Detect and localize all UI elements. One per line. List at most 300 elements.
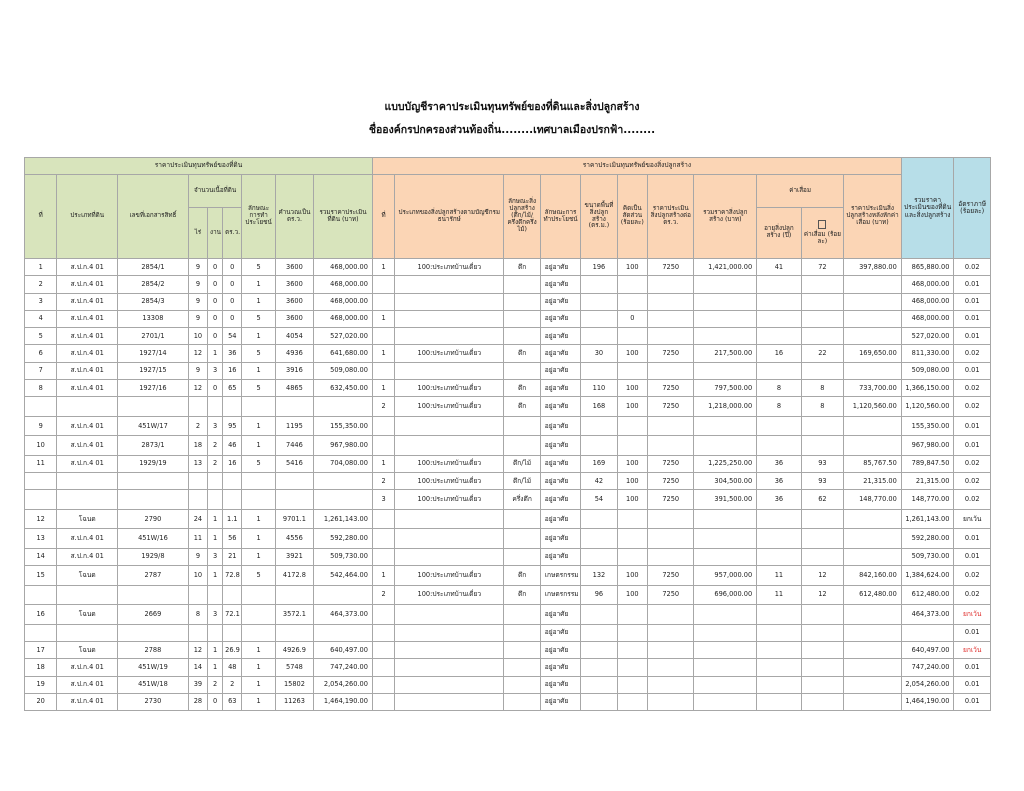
cell-doc-no: 1927/16	[118, 380, 189, 397]
cell-rai: 11	[188, 529, 207, 549]
cell-land-type	[57, 490, 118, 510]
cell-no	[25, 624, 57, 641]
cell-b-kind	[504, 605, 540, 625]
cell-b-total: 957,000.00	[694, 566, 757, 586]
cell-land-type: โฉนด	[57, 566, 118, 586]
cell-b-type: 100:ประเภทบ้านเดี่ยว	[395, 455, 504, 472]
cell-b-no: 1	[372, 566, 394, 586]
cell-ngan: 2	[208, 436, 223, 456]
cell-b-after: 733,700.00	[844, 380, 902, 397]
cell-b-type	[395, 676, 504, 693]
cell-b-use: อยู่อาศัย	[540, 328, 580, 345]
cell-grand-total: 1,261,143.00	[901, 509, 954, 529]
cell-b-size: 42	[581, 473, 617, 490]
cell-b-price	[647, 310, 694, 327]
cell-b-type: 100:ประเภทบ้านเดี่ยว	[395, 585, 504, 605]
cell-ngan: 3	[208, 548, 223, 565]
cell-land-type: ส.ป.ก.4 01	[57, 293, 118, 310]
cell-ngan: 0	[208, 293, 223, 310]
cell-sqwa: 4172.8	[275, 566, 313, 586]
col-no-header: ที่	[25, 175, 57, 259]
table-row	[25, 693, 991, 710]
cell-b-dep	[801, 548, 843, 565]
cell-doc-no: 2790	[118, 509, 189, 529]
cell-b-no: 1	[372, 259, 394, 276]
col-doc-no-header: เลขที่เอกสารสิทธิ์	[118, 175, 189, 259]
cell-ngan	[208, 585, 223, 605]
cell-b-after: 842,160.00	[844, 566, 902, 586]
group-header-row	[25, 158, 991, 175]
col-b-age-header: อายุสิ่งปลูกสร้าง (ปี)	[757, 208, 801, 259]
cell-grand-total: 2,054,260.00	[901, 676, 954, 693]
cell-use: 1	[242, 693, 275, 710]
cell-b-pct: 100	[617, 490, 647, 510]
cell-b-size	[581, 676, 617, 693]
cell-b-use: อยู่อาศัย	[540, 397, 580, 417]
cell-b-dep: 72	[801, 259, 843, 276]
cell-land-total: 464,373.00	[314, 605, 373, 625]
cell-b-use: อยู่อาศัย	[540, 455, 580, 472]
cell-ngan: 1	[208, 566, 223, 586]
cell-b-pct: 100	[617, 455, 647, 472]
cell-grand-total: 592,280.00	[901, 529, 954, 549]
cell-b-pct	[617, 693, 647, 710]
cell-land-type: โฉนด	[57, 642, 118, 659]
cell-land-type: ส.ป.ก.4 01	[57, 276, 118, 293]
cell-ngan: 0	[208, 693, 223, 710]
cell-land-type: ส.ป.ก.4 01	[57, 416, 118, 436]
cell-land-total: 509,080.00	[314, 362, 373, 379]
cell-b-total: 1,218,000.00	[694, 397, 757, 417]
cell-ngan: 1	[208, 509, 223, 529]
cell-b-total: 304,500.00	[694, 473, 757, 490]
cell-grand-total: 468,000.00	[901, 276, 954, 293]
cell-ngan: 3	[208, 362, 223, 379]
cell-no	[25, 397, 57, 417]
cell-b-pct	[617, 436, 647, 456]
table-row	[25, 529, 991, 549]
cell-b-type	[395, 659, 504, 676]
cell-b-dep	[801, 276, 843, 293]
group-land-header: ราคาประเมินทุนทรัพย์ของที่ดิน	[25, 158, 373, 175]
cell-no: 20	[25, 693, 57, 710]
cell-b-age: 8	[757, 380, 801, 397]
col-ngan-header: งาน	[208, 208, 223, 259]
cell-b-pct	[617, 624, 647, 641]
cell-land-type: โฉนด	[57, 605, 118, 625]
cell-tax-rate: 0.01	[954, 416, 991, 436]
cell-b-kind: ตึก	[504, 585, 540, 605]
cell-b-price	[647, 624, 694, 641]
col-b-use-header: ลักษณะการทำประโยชน์	[540, 175, 580, 259]
cell-land-total: 747,240.00	[314, 659, 373, 676]
cell-grand-total: 527,020.00	[901, 328, 954, 345]
cell-b-use: อยู่อาศัย	[540, 416, 580, 436]
cell-no: 17	[25, 642, 57, 659]
cell-use: 5	[242, 380, 275, 397]
cell-land-total: 2,054,260.00	[314, 676, 373, 693]
cell-b-kind: ตึก	[504, 397, 540, 417]
cell-b-total	[694, 676, 757, 693]
cell-b-pct: 100	[617, 473, 647, 490]
cell-b-kind	[504, 310, 540, 327]
cell-rai: 18	[188, 436, 207, 456]
cell-grand-total: 148,770.00	[901, 490, 954, 510]
cell-doc-no: 451W/18	[118, 676, 189, 693]
cell-wa	[223, 624, 242, 641]
cell-b-price	[647, 548, 694, 565]
table-row	[25, 397, 991, 417]
cell-b-no	[372, 676, 394, 693]
cell-b-age	[757, 436, 801, 456]
cell-b-no	[372, 624, 394, 641]
cell-b-age	[757, 310, 801, 327]
cell-b-dep: 22	[801, 345, 843, 362]
cell-wa: 0	[223, 259, 242, 276]
cell-b-size	[581, 642, 617, 659]
cell-grand-total: 865,880.00	[901, 259, 954, 276]
cell-b-dep: 12	[801, 566, 843, 586]
cell-b-pct	[617, 529, 647, 549]
cell-b-total	[694, 693, 757, 710]
cell-b-after: 1,120,560.00	[844, 397, 902, 417]
cell-wa: 95	[223, 416, 242, 436]
cell-b-no	[372, 529, 394, 549]
cell-land-total: 704,080.00	[314, 455, 373, 472]
page-title: แบบบัญชีราคาประเมินทุนทรัพย์ของที่ดินและสิ่งปลูกสร้าง	[384, 101, 640, 113]
cell-b-no: 1	[372, 310, 394, 327]
cell-sqwa: 3600	[275, 276, 313, 293]
cell-no: 9	[25, 416, 57, 436]
cell-b-after	[844, 659, 902, 676]
cell-b-no	[372, 605, 394, 625]
cell-doc-no: 1927/14	[118, 345, 189, 362]
cell-b-price	[647, 293, 694, 310]
cell-sqwa: 4556	[275, 529, 313, 549]
cell-b-dep	[801, 310, 843, 327]
cell-b-dep	[801, 509, 843, 529]
cell-b-after	[844, 693, 902, 710]
cell-land-total	[314, 624, 373, 641]
cell-b-age	[757, 509, 801, 529]
cell-b-type	[395, 624, 504, 641]
cell-land-total: 542,464.00	[314, 566, 373, 586]
cell-b-price: 7250	[647, 397, 694, 417]
cell-no	[25, 585, 57, 605]
cell-wa: 16	[223, 362, 242, 379]
cell-ngan	[208, 490, 223, 510]
cell-doc-no: 2854/3	[118, 293, 189, 310]
table-row	[25, 624, 991, 641]
cell-use	[242, 397, 275, 417]
cell-b-kind	[504, 676, 540, 693]
cell-b-size	[581, 509, 617, 529]
cell-no: 15	[25, 566, 57, 586]
cell-b-after	[844, 676, 902, 693]
cell-b-age	[757, 276, 801, 293]
cell-b-total	[694, 605, 757, 625]
cell-b-price: 7250	[647, 585, 694, 605]
cell-rai: 9	[188, 293, 207, 310]
cell-tax-rate: 0.02	[954, 397, 991, 417]
col-b-no-header: ที่	[372, 175, 394, 259]
cell-tax-rate: ยกเว้น	[954, 642, 991, 659]
cell-tax-rate: 0.01	[954, 676, 991, 693]
group-building-header: ราคาประเมินทุนทรัพย์ของสิ่งปลูกสร้าง	[372, 158, 901, 175]
cell-sqwa: 3916	[275, 362, 313, 379]
col-use-header: ลักษณะการทำประโยชน์	[242, 175, 275, 259]
table-row	[25, 293, 991, 310]
cell-b-kind: ตึก	[504, 380, 540, 397]
cell-land-type: ส.ป.ก.4 01	[57, 362, 118, 379]
cell-no: 6	[25, 345, 57, 362]
cell-doc-no: 2669	[118, 605, 189, 625]
cell-b-total	[694, 310, 757, 327]
cell-doc-no: 451W/16	[118, 529, 189, 549]
cell-b-kind	[504, 416, 540, 436]
cell-wa	[223, 490, 242, 510]
cell-doc-no	[118, 397, 189, 417]
cell-b-total: 696,000.00	[694, 585, 757, 605]
cell-wa: 46	[223, 436, 242, 456]
cell-b-pct: 100	[617, 345, 647, 362]
cell-no: 5	[25, 328, 57, 345]
cell-land-type: ส.ป.ก.4 01	[57, 693, 118, 710]
cell-rai	[188, 585, 207, 605]
cell-land-type: ส.ป.ก.4 01	[57, 259, 118, 276]
cell-b-type: 100:ประเภทบ้านเดี่ยว	[395, 566, 504, 586]
cell-b-age	[757, 605, 801, 625]
cell-b-kind: ตึก	[504, 259, 540, 276]
cell-b-kind: ตึก	[504, 345, 540, 362]
cell-no: 7	[25, 362, 57, 379]
cell-b-type	[395, 293, 504, 310]
cell-b-price	[647, 676, 694, 693]
cell-land-total: 468,000.00	[314, 310, 373, 327]
cell-b-dep: 8	[801, 397, 843, 417]
cell-b-total	[694, 624, 757, 641]
cell-tax-rate: 0.02	[954, 473, 991, 490]
cell-use: 1	[242, 328, 275, 345]
cell-wa: 0	[223, 276, 242, 293]
cell-b-price: 7250	[647, 380, 694, 397]
cell-use	[242, 490, 275, 510]
cell-b-size	[581, 659, 617, 676]
cell-tax-rate: 0.01	[954, 362, 991, 379]
cell-wa: 2	[223, 676, 242, 693]
cell-b-no	[372, 548, 394, 565]
cell-rai	[188, 473, 207, 490]
cell-land-total: 468,000.00	[314, 293, 373, 310]
cell-sqwa: 3921	[275, 548, 313, 565]
cell-b-age	[757, 676, 801, 693]
cell-b-size: 30	[581, 345, 617, 362]
cell-b-use: อยู่อาศัย	[540, 529, 580, 549]
cell-use: 5	[242, 566, 275, 586]
cell-doc-no: 451W/17	[118, 416, 189, 436]
cell-b-no	[372, 276, 394, 293]
cell-doc-no: 2854/2	[118, 276, 189, 293]
cell-rai: 8	[188, 605, 207, 625]
cell-no: 12	[25, 509, 57, 529]
cell-b-use: อยู่อาศัย	[540, 642, 580, 659]
cell-rai: 12	[188, 380, 207, 397]
cell-wa: 54	[223, 328, 242, 345]
cell-b-after	[844, 293, 902, 310]
cell-b-age: 8	[757, 397, 801, 417]
cell-tax-rate: ยกเว้น	[954, 509, 991, 529]
cell-b-after	[844, 509, 902, 529]
cell-no: 11	[25, 455, 57, 472]
cell-land-type: ส.ป.ก.4 01	[57, 380, 118, 397]
table-row	[25, 659, 991, 676]
cell-doc-no: 2787	[118, 566, 189, 586]
cell-b-pct: 100	[617, 259, 647, 276]
cell-b-type	[395, 509, 504, 529]
cell-b-after	[844, 529, 902, 549]
cell-b-total	[694, 362, 757, 379]
cell-ngan	[208, 397, 223, 417]
cell-b-dep	[801, 693, 843, 710]
page-subtitle: ชื่อองค์กรปกครองส่วนท้องถิ่น........เทศบาลเมืองปรกฟ้า........	[368, 124, 656, 136]
col-land-type-header: ประเภทที่ดิน	[57, 175, 118, 259]
cell-ngan: 2	[208, 676, 223, 693]
cell-use	[242, 473, 275, 490]
cell-land-total: 468,000.00	[314, 276, 373, 293]
cell-no: 18	[25, 659, 57, 676]
cell-b-price	[647, 276, 694, 293]
cell-b-type: 100:ประเภทบ้านเดี่ยว	[395, 259, 504, 276]
cell-wa: 56	[223, 529, 242, 549]
cell-b-pct: 100	[617, 397, 647, 417]
cell-use	[242, 585, 275, 605]
cell-no: 3	[25, 293, 57, 310]
col-b-pct-header: คิดเป็นสัดส่วน (ร้อยละ)	[617, 175, 647, 259]
cell-use: 1	[242, 509, 275, 529]
cell-b-size	[581, 328, 617, 345]
cell-b-no	[372, 509, 394, 529]
cell-b-kind	[504, 642, 540, 659]
cell-b-no	[372, 693, 394, 710]
cell-b-price: 7250	[647, 473, 694, 490]
cell-sqwa	[275, 624, 313, 641]
cell-ngan: 0	[208, 310, 223, 327]
cell-rai: 14	[188, 659, 207, 676]
cell-b-size	[581, 276, 617, 293]
cell-sqwa: 3600	[275, 259, 313, 276]
checkbox-icon	[818, 220, 826, 229]
cell-b-after: 85,767.50	[844, 455, 902, 472]
cell-b-no: 2	[372, 397, 394, 417]
cell-b-no: 2	[372, 585, 394, 605]
cell-b-age	[757, 362, 801, 379]
cell-b-price	[647, 509, 694, 529]
cell-b-total	[694, 276, 757, 293]
cell-b-kind	[504, 659, 540, 676]
cell-b-type	[395, 362, 504, 379]
cell-grand-total	[901, 624, 954, 641]
cell-land-type: ส.ป.ก.4 01	[57, 310, 118, 327]
cell-b-no	[372, 642, 394, 659]
cell-land-total: 967,980.00	[314, 436, 373, 456]
table-body	[25, 259, 991, 711]
cell-b-no: 1	[372, 455, 394, 472]
cell-use: 1	[242, 436, 275, 456]
cell-no: 16	[25, 605, 57, 625]
cell-b-price	[647, 605, 694, 625]
cell-b-use: อยู่อาศัย	[540, 310, 580, 327]
cell-rai: 39	[188, 676, 207, 693]
cell-use: 1	[242, 676, 275, 693]
cell-sqwa: 9701.1	[275, 509, 313, 529]
cell-grand-total: 464,373.00	[901, 605, 954, 625]
cell-use: 1	[242, 276, 275, 293]
table-row	[25, 328, 991, 345]
cell-rai: 24	[188, 509, 207, 529]
cell-b-pct	[617, 676, 647, 693]
cell-b-use: อยู่อาศัย	[540, 548, 580, 565]
cell-b-total: 797,500.00	[694, 380, 757, 397]
cell-b-size	[581, 362, 617, 379]
cell-sqwa: 7446	[275, 436, 313, 456]
cell-tax-rate: 0.01	[954, 276, 991, 293]
cell-b-pct	[617, 276, 647, 293]
cell-doc-no: 2854/1	[118, 259, 189, 276]
cell-b-size: 110	[581, 380, 617, 397]
cell-b-total	[694, 436, 757, 456]
cell-tax-rate: ยกเว้น	[954, 605, 991, 625]
col-land-total-header: รวมราคาประเมินที่ดิน (บาท)	[314, 175, 373, 259]
cell-rai: 12	[188, 345, 207, 362]
cell-b-pct: 100	[617, 380, 647, 397]
cell-grand-total: 612,480.00	[901, 585, 954, 605]
cell-b-total	[694, 642, 757, 659]
cell-wa	[223, 473, 242, 490]
cell-b-price	[647, 693, 694, 710]
cell-no: 13	[25, 529, 57, 549]
cell-b-pct: 0	[617, 310, 647, 327]
cell-b-use: อยู่อาศัย	[540, 605, 580, 625]
table-row	[25, 380, 991, 397]
cell-b-size: 132	[581, 566, 617, 586]
cell-doc-no	[118, 624, 189, 641]
cell-use: 5	[242, 259, 275, 276]
cell-tax-rate: 0.02	[954, 259, 991, 276]
cell-b-dep: 8	[801, 380, 843, 397]
cell-b-total	[694, 529, 757, 549]
cell-b-total	[694, 548, 757, 565]
cell-b-age: 11	[757, 585, 801, 605]
cell-b-age	[757, 659, 801, 676]
cell-b-after	[844, 624, 902, 641]
cell-b-type	[395, 548, 504, 565]
cell-b-size	[581, 605, 617, 625]
cell-doc-no: 2701/1	[118, 328, 189, 345]
table-row	[25, 676, 991, 693]
cell-rai: 9	[188, 310, 207, 327]
tax-rate-header: อัตราภาษี (ร้อยละ)	[954, 158, 991, 259]
cell-b-type: 100:ประเภทบ้านเดี่ยว	[395, 490, 504, 510]
cell-b-dep	[801, 436, 843, 456]
cell-b-type	[395, 693, 504, 710]
cell-rai: 2	[188, 416, 207, 436]
cell-no	[25, 490, 57, 510]
cell-no: 2	[25, 276, 57, 293]
cell-b-pct	[617, 416, 647, 436]
cell-grand-total: 967,980.00	[901, 436, 954, 456]
cell-wa: 21	[223, 548, 242, 565]
cell-b-kind	[504, 436, 540, 456]
